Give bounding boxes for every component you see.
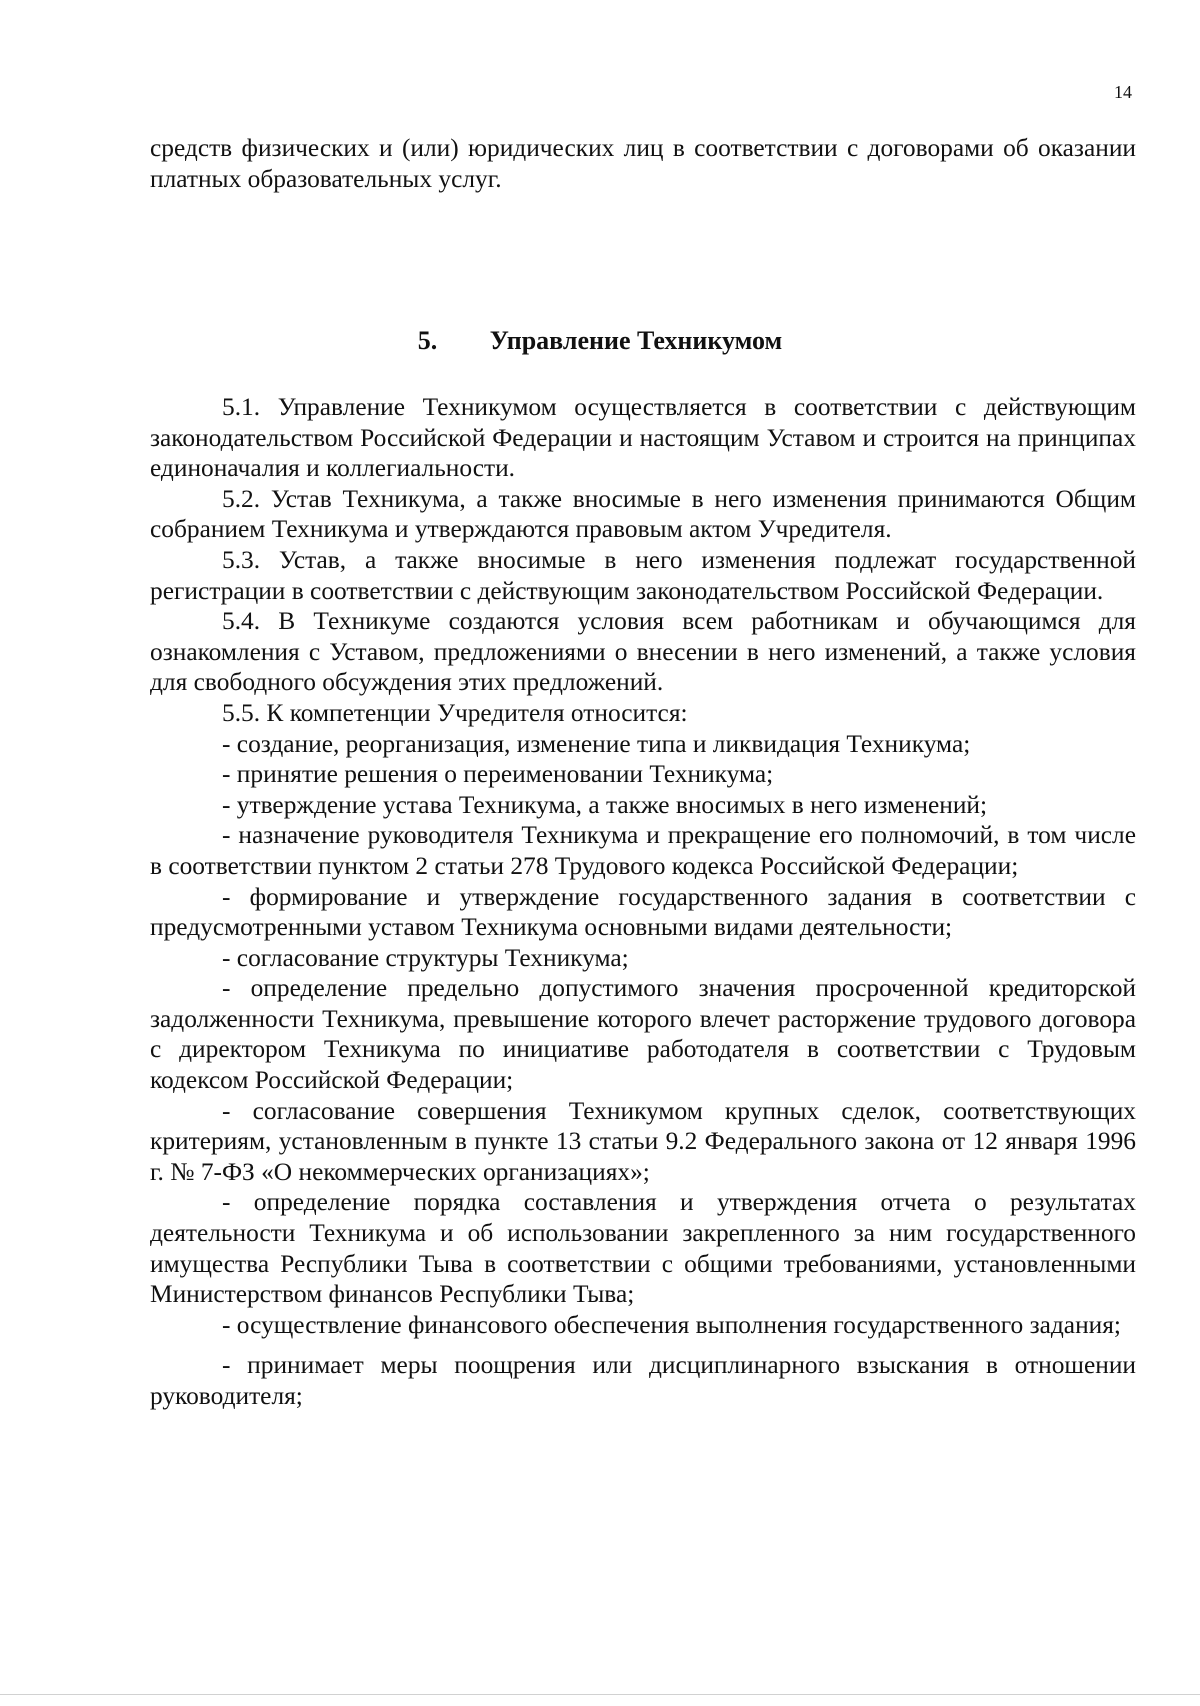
competence-item: - согласование структуры Техникума; <box>222 943 629 972</box>
competence-item: - назначение руководителя Техникума и прекращение его полномочий, в том числе в соответствии пунктом 2 статьи 278 Трудового кодекса Российской Федерации; <box>150 821 1136 880</box>
competence-item: - определение предельно допустимого значения просроченной кредиторской задолженности Техникума, превышение которого влечет расторжение трудового договора с директором Техникума по инициативе работодателя в соответствии с Трудовым кодексом Российской Федерации; <box>150 974 1136 1095</box>
competence-item: - создание, реорганизация, изменение типа и ликвидация Техникума; <box>222 729 971 758</box>
section-title: Управление Техникумом <box>489 326 783 355</box>
paragraph-5-2: 5.2. Устав Техникума, а также вносимые в него изменения принимаются Общим собранием Техникума и утверждаются правовым актом Учредителя. <box>150 484 1136 544</box>
paragraph-5-1: 5.1. Управление Техникумом осуществляется в соответствии с действующим законодательством Российской Федерации и настоящим Уставом и строится на принципах единоначалия и коллегиальности. <box>150 393 1136 483</box>
competence-item: - принимает меры поощрения или дисциплинарного взыскания в отношении руководителя; <box>150 1351 1136 1410</box>
competence-item: - согласование совершения Техникумом крупных сделок, соответствующих критериям, установленным в пункте 13 статьи 9.2 Федерального закона от 12 января 1996 г. № 7-ФЗ «О некоммерческих организациях»; <box>150 1096 1136 1186</box>
competence-item: - формирование и утверждение государственного задания в соответствии с предусмотренными уставом Техникума основными видами деятельности; <box>150 882 1136 942</box>
section-heading <box>0 325 1200 357</box>
scan-bottom-line <box>0 1694 1200 1695</box>
paragraph-5-3: 5.3. Устав, а также вносимые в него изменения подлежат государственной регистрации в соответствии с действующим законодательством Российской Федерации. <box>150 545 1136 605</box>
paragraph-5-4: 5.4. В Техникуме создаются условия всем работникам и обучающимся для ознакомления с Уставом, предложениями о внесении в него изменений, а также условия для свободного обсуждения этих предложений. <box>150 607 1136 697</box>
paragraph-spacer <box>150 1340 1136 1350</box>
competence-item: - утверждение устава Техникума, а также вносимых в него изменений; <box>222 790 988 819</box>
page-number: 14 <box>1114 82 1132 102</box>
intro-text-block <box>150 133 1136 194</box>
competence-item: - осуществление финансового обеспечения выполнения государственного задания; <box>222 1310 1121 1339</box>
section-body <box>150 392 1136 1412</box>
competence-item: - определение порядка составления и утверждения отчета о результатах деятельности Техникума и об использовании закрепленного за ним государственного имущества Республики Тыва в соответствии с общими требованиями, установленными Министерством финансов Республики Тыва; <box>150 1188 1136 1309</box>
paragraph-5-5: 5.5. К компетенции Учредителя относится: <box>222 698 688 727</box>
section-number: 5. <box>417 326 438 355</box>
competence-item: - принятие решения о переименовании Техникума; <box>222 760 774 789</box>
intro-paragraph: средств физических и (или) юридических лиц в соответствии с договорами об оказании платных образовательных услуг. <box>150 134 1136 193</box>
